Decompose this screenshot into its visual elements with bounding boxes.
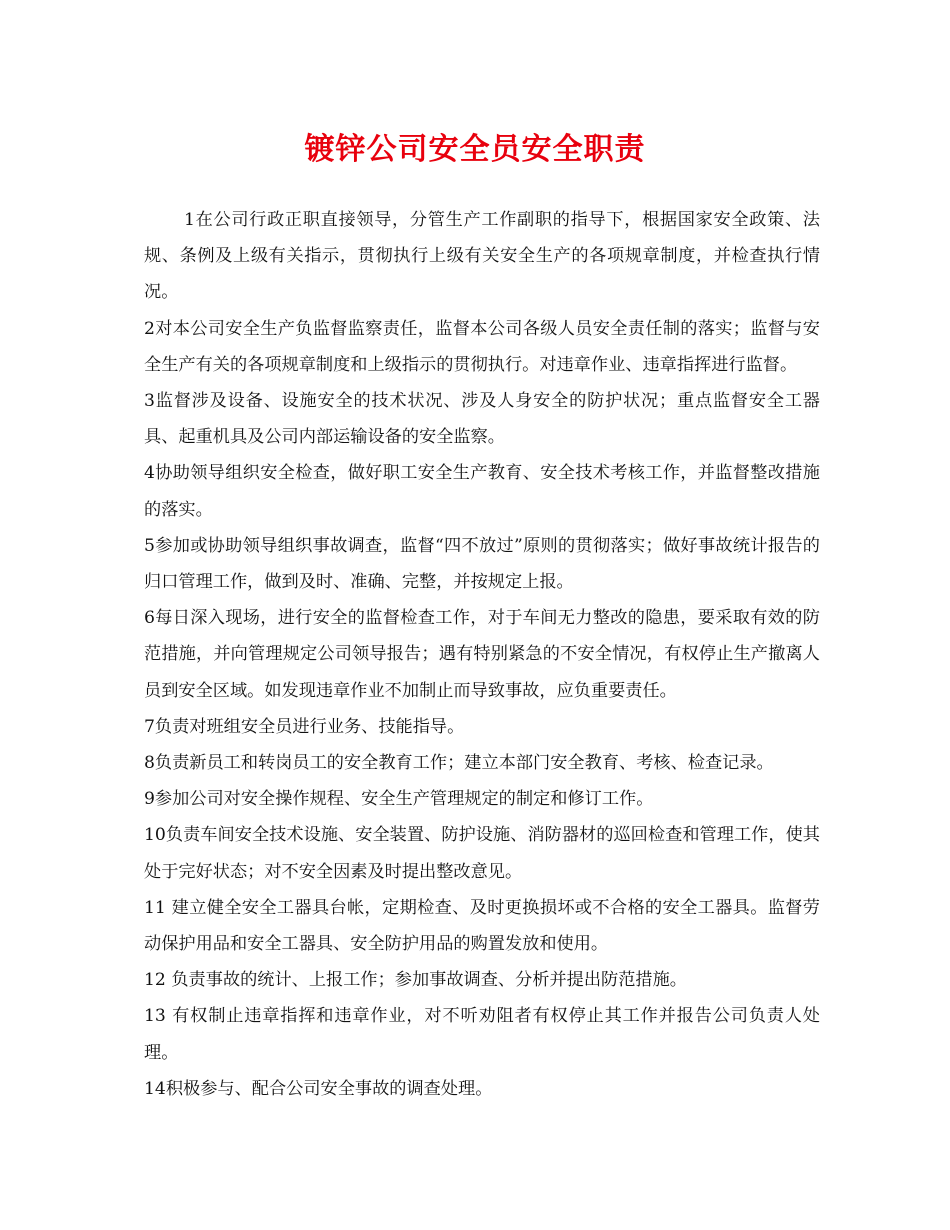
duty-paragraph-9: 9参加公司对安全操作规程、安全生产管理规定的制定和修订工作。 bbox=[144, 789, 654, 810]
duty-paragraph-8: 8负责新员工和转岗员工的安全教育工作；建立本部门安全教育、考核、检查记录。 bbox=[144, 753, 774, 774]
duty-paragraph-11: 11 建立健全安全工器具台帐，定期检查、及时更换损坏或不合格的安全工器具。监督劳动保护用品和安全工器具、安全防护用品的购置发放和使用。 bbox=[144, 897, 820, 955]
duty-paragraph-6: 6每日深入现场，进行安全的监督检查工作，对于车间无力整改的隐患，要采取有效的防范措施，并向管理规定公司领导报告；遇有特别紧急的不安全情况，有权停止生产撤离人员到安全区域。如发现违章作业不加制止而导致事故，应负重要责任。 bbox=[144, 608, 820, 701]
duty-paragraph-13: 13 有权制止违章指挥和违章作业，对不听劝阻者有权停止其工作并报告公司负责人处理。 bbox=[144, 1006, 820, 1063]
duty-paragraph-2: 2对本公司安全生产负监督监察责任，监督本公司各级人员安全责任制的落实；监督与安全生产有关的各项规章制度和上级指示的贯彻执行。对违章作业、违章指挥进行监督。 bbox=[144, 318, 820, 375]
duty-paragraph-7: 7负责对班组安全员进行业务、技能指导。 bbox=[144, 716, 465, 737]
duty-paragraph-12: 12 负责事故的统计、上报工作；参加事故调查、分析并提出防范措施。 bbox=[144, 970, 687, 991]
duty-paragraph-14: 14积极参与、配合公司安全事故的调查处理。 bbox=[144, 1078, 493, 1099]
duty-paragraph-10: 10负责车间安全技术设施、安全装置、防护设施、消防器材的巡回检查和管理工作，使其处于完好状态；对不安全因素及时提出整改意见。 bbox=[144, 825, 820, 882]
document-title: 镀锌公司安全员安全职责 bbox=[304, 132, 646, 167]
duty-paragraph-3: 3监督涉及设备、设施安全的技术状况、涉及人身安全的防护状况；重点监督安全工器具、起重机具及公司内部运输设备的安全监察。 bbox=[144, 391, 820, 448]
duty-paragraph-5: 5参加或协助领导组织事故调查，监督“四不放过”原则的贯彻落实；做好事故统计报告的归口管理工作，做到及时、准确、完整，并按规定上报。 bbox=[144, 535, 820, 593]
duty-paragraph-1: 1在公司行政正职直接领导，分管生产工作副职的指导下，根据国家安全政策、法规、条例及上级有关指示，贯彻执行上级有关安全生产的各项规章制度，并检查执行情况。 bbox=[144, 210, 820, 303]
duty-paragraph-4: 4协助领导组织安全检查，做好职工安全生产教育、安全技术考核工作，并监督整改措施的落实。 bbox=[144, 463, 820, 520]
document-body bbox=[144, 202, 820, 1107]
